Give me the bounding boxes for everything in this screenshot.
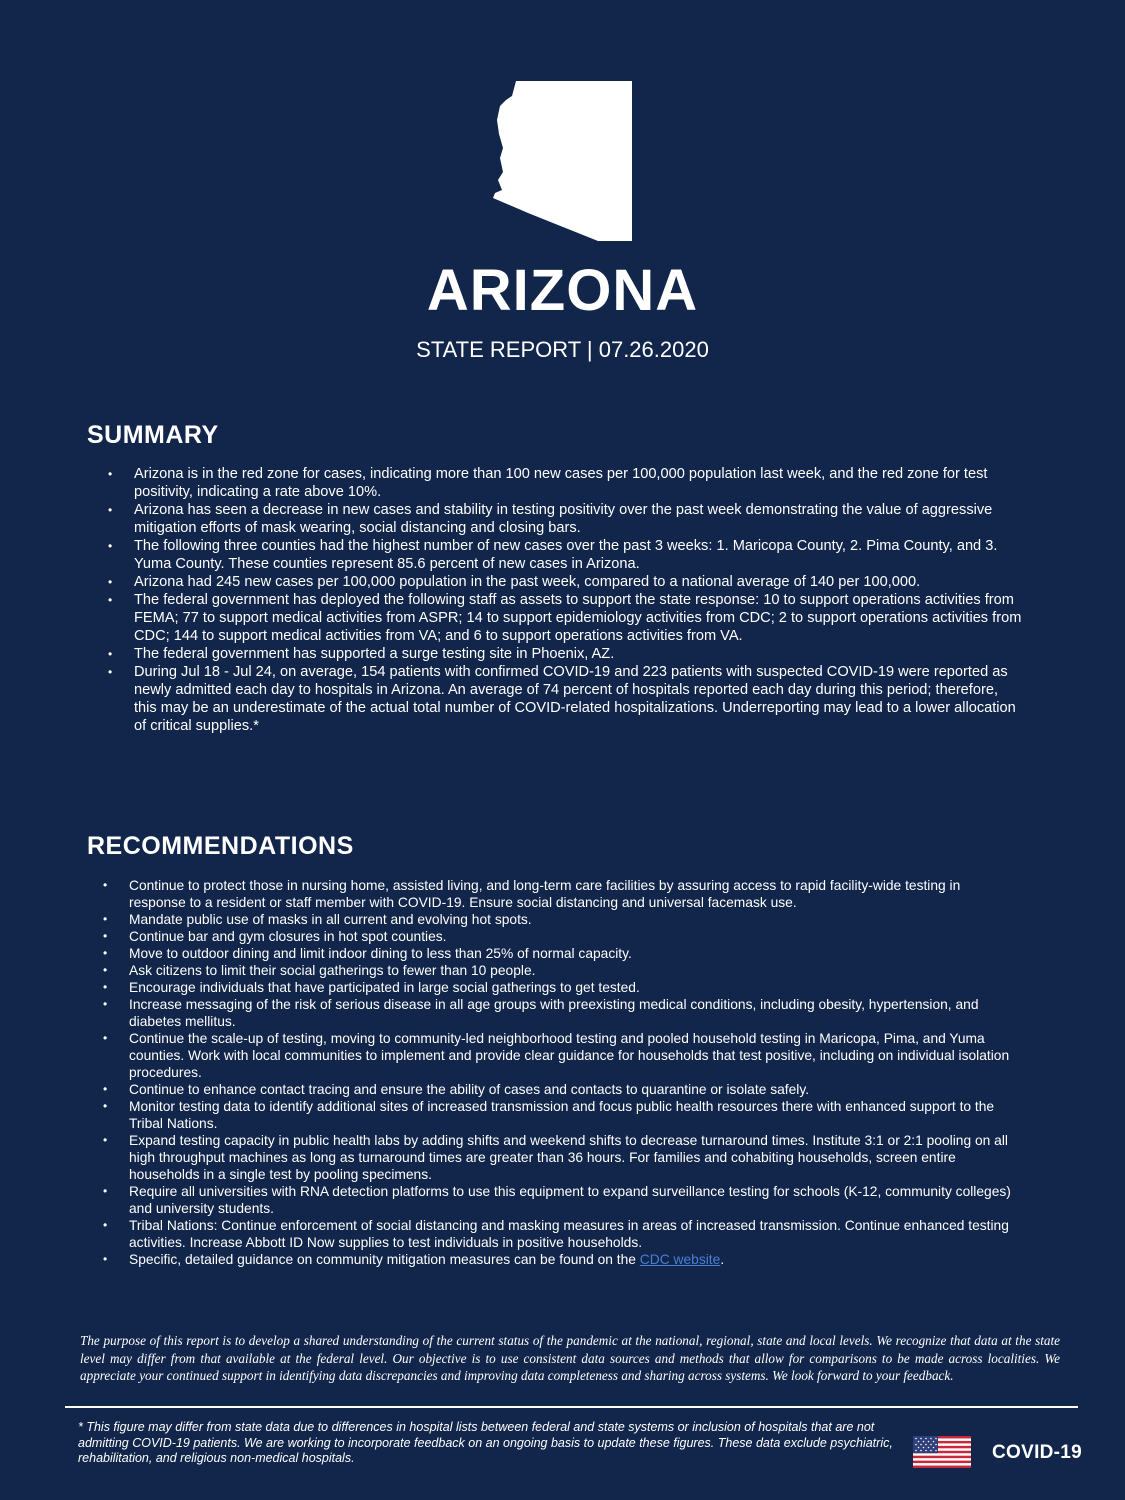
purpose-statement: The purpose of this report is to develop a shared understanding of the current status of the pandemic at the national, regional, state and local levels. We recognize that data at the state level may differ from that available at the federal level. Our objective is to use consistent data sources and methods that allow for comparisons to be made across localities. We appreciate your continued support in identifying data discrepancies and improving data completeness and sharing across systems. We look forward to your feedback.	[80, 1333, 1060, 1383]
recommendation-item: • Continue to protect those in nursing home, assisted living, and long-term care facilities by assuring access to rapid facility-wide testing in response to a resident or staff member with COVID-19. Ensure social distancing and universal facemask use.	[129, 877, 1019, 911]
report-subtitle: STATE REPORT | 07.26.2020	[416, 337, 709, 362]
recommendation-item: • Monitor testing data to identify additional sites of increased transmission and focus public health resources there with enhanced support to the Tribal Nations.	[129, 1098, 1019, 1132]
recommendation-period: .	[720, 1252, 725, 1267]
recommendation-item: • Encourage individuals that have participated in large social gatherings to get tested.	[129, 979, 1019, 996]
recommendations-list	[129, 877, 1019, 1268]
footer-divider	[65, 1406, 1078, 1408]
summary-list	[134, 465, 1024, 735]
recommendation-item: • Move to outdoor dining and limit indoor dining to less than 25% of normal capacity.	[129, 945, 1019, 962]
summary-item: • The federal government has supported a surge testing site in Phoenix, AZ.	[134, 645, 1024, 663]
recommendation-item: • Expand testing capacity in public health labs by adding shifts and weekend shifts to decrease turnaround times. Institute 3:1 or 2:1 pooling on all high throughput machines as long as turnaround times are greater than 36 hours. For families and cohabiting households, screen entire households in a single test by pooling specimens.	[129, 1132, 1019, 1183]
covid-19-brand: COVID-19	[992, 1442, 1083, 1463]
summary-heading: SUMMARY	[87, 421, 219, 449]
arizona-map-icon	[490, 78, 635, 244]
summary-item: • Arizona had 245 new cases per 100,000 population in the past week, compared to a national average of 140 per 100,000.	[134, 573, 1024, 591]
recommendations-heading: RECOMMENDATIONS	[87, 832, 354, 860]
summary-item: • Arizona has seen a decrease in new cases and stability in testing positivity over the past week demonstrating the value of aggressive mitigation efforts of mask wearing, social distancing and closing bars.	[134, 501, 1024, 537]
recommendation-item: • Mandate public use of masks in all current and evolving hot spots.	[129, 911, 1019, 928]
recommendation-text: Specific, detailed guidance on community mitigation measures can be found on the	[129, 1252, 640, 1267]
recommendation-item: • Continue to enhance contact tracing and ensure the ability of cases and contacts to quarantine or isolate safely.	[129, 1081, 1019, 1098]
summary-item: • Arizona is in the red zone for cases, indicating more than 100 new cases per 100,000 population last week, and the red zone for test positivity, indicating a rate above 10%.	[134, 465, 1024, 501]
recommendation-item: • Continue bar and gym closures in hot spot counties.	[129, 928, 1019, 945]
us-flag-icon	[913, 1436, 971, 1468]
summary-item: • During Jul 18 - Jul 24, on average, 154 patients with confirmed COVID-19 and 223 patients with suspected COVID-19 were reported as newly admitted each day to hospitals in Arizona. An average of 74 percent of hospitals reported each day during this period; therefore, this may be an underestimate of the actual total number of COVID-related hospitalizations. Underreporting may lead to a lower allocation of critical supplies.*	[134, 663, 1024, 735]
cdc-website-link[interactable]: CDC website	[639, 1252, 721, 1267]
recommendation-item: • Ask citizens to limit their social gatherings to fewer than 10 people.	[129, 962, 1019, 979]
footnote: * This figure may differ from state data due to differences in hospital lists between federal and state systems or inclusion of hospitals that are not admitting COVID-19 patients. We are working to incorporate feedback on an ongoing basis to update these figures. These data exclude psychiatric, rehabilitation, and religious non-medical hospitals.	[78, 1420, 893, 1465]
recommendation-item: • Require all universities with RNA detection platforms to use this equipment to expand surveillance testing for schools (K-12, community colleges) and university students.	[129, 1183, 1019, 1217]
recommendation-item: • Increase messaging of the risk of serious disease in all age groups with preexisting medical conditions, including obesity, hypertension, and diabetes mellitus.	[129, 996, 1019, 1030]
recommendation-item: • Continue the scale-up of testing, moving to community-led neighborhood testing and pooled household testing in Maricopa, Pima, and Yuma counties. Work with local communities to implement and provide clear guidance for households that test positive, including on individual isolation procedures.	[129, 1030, 1019, 1081]
state-name: ARIZONA	[426, 258, 699, 323]
recommendation-item: • Tribal Nations: Continue enforcement of social distancing and masking measures in areas of increased transmission. Continue enhanced testing activities. Increase Abbott ID Now supplies to test individuals in positive households.	[129, 1217, 1019, 1251]
recommendation-item-cdc	[129, 1251, 1019, 1268]
summary-item: • The federal government has deployed the following staff as assets to support the state response: 10 to support operations activities from FEMA; 77 to support medical activities from ASPR; 14 to support epidemiology activities from CDC; 2 to support operations activities from CDC; 144 to support medical activities from VA; and 6 to support operations activities from VA.	[134, 591, 1024, 645]
summary-item: • The following three counties had the highest number of new cases over the past 3 weeks: 1. Maricopa County, 2. Pima County, and 3. Yuma County. These counties represent 85.6 percent of new cases in Arizona.	[134, 537, 1024, 573]
